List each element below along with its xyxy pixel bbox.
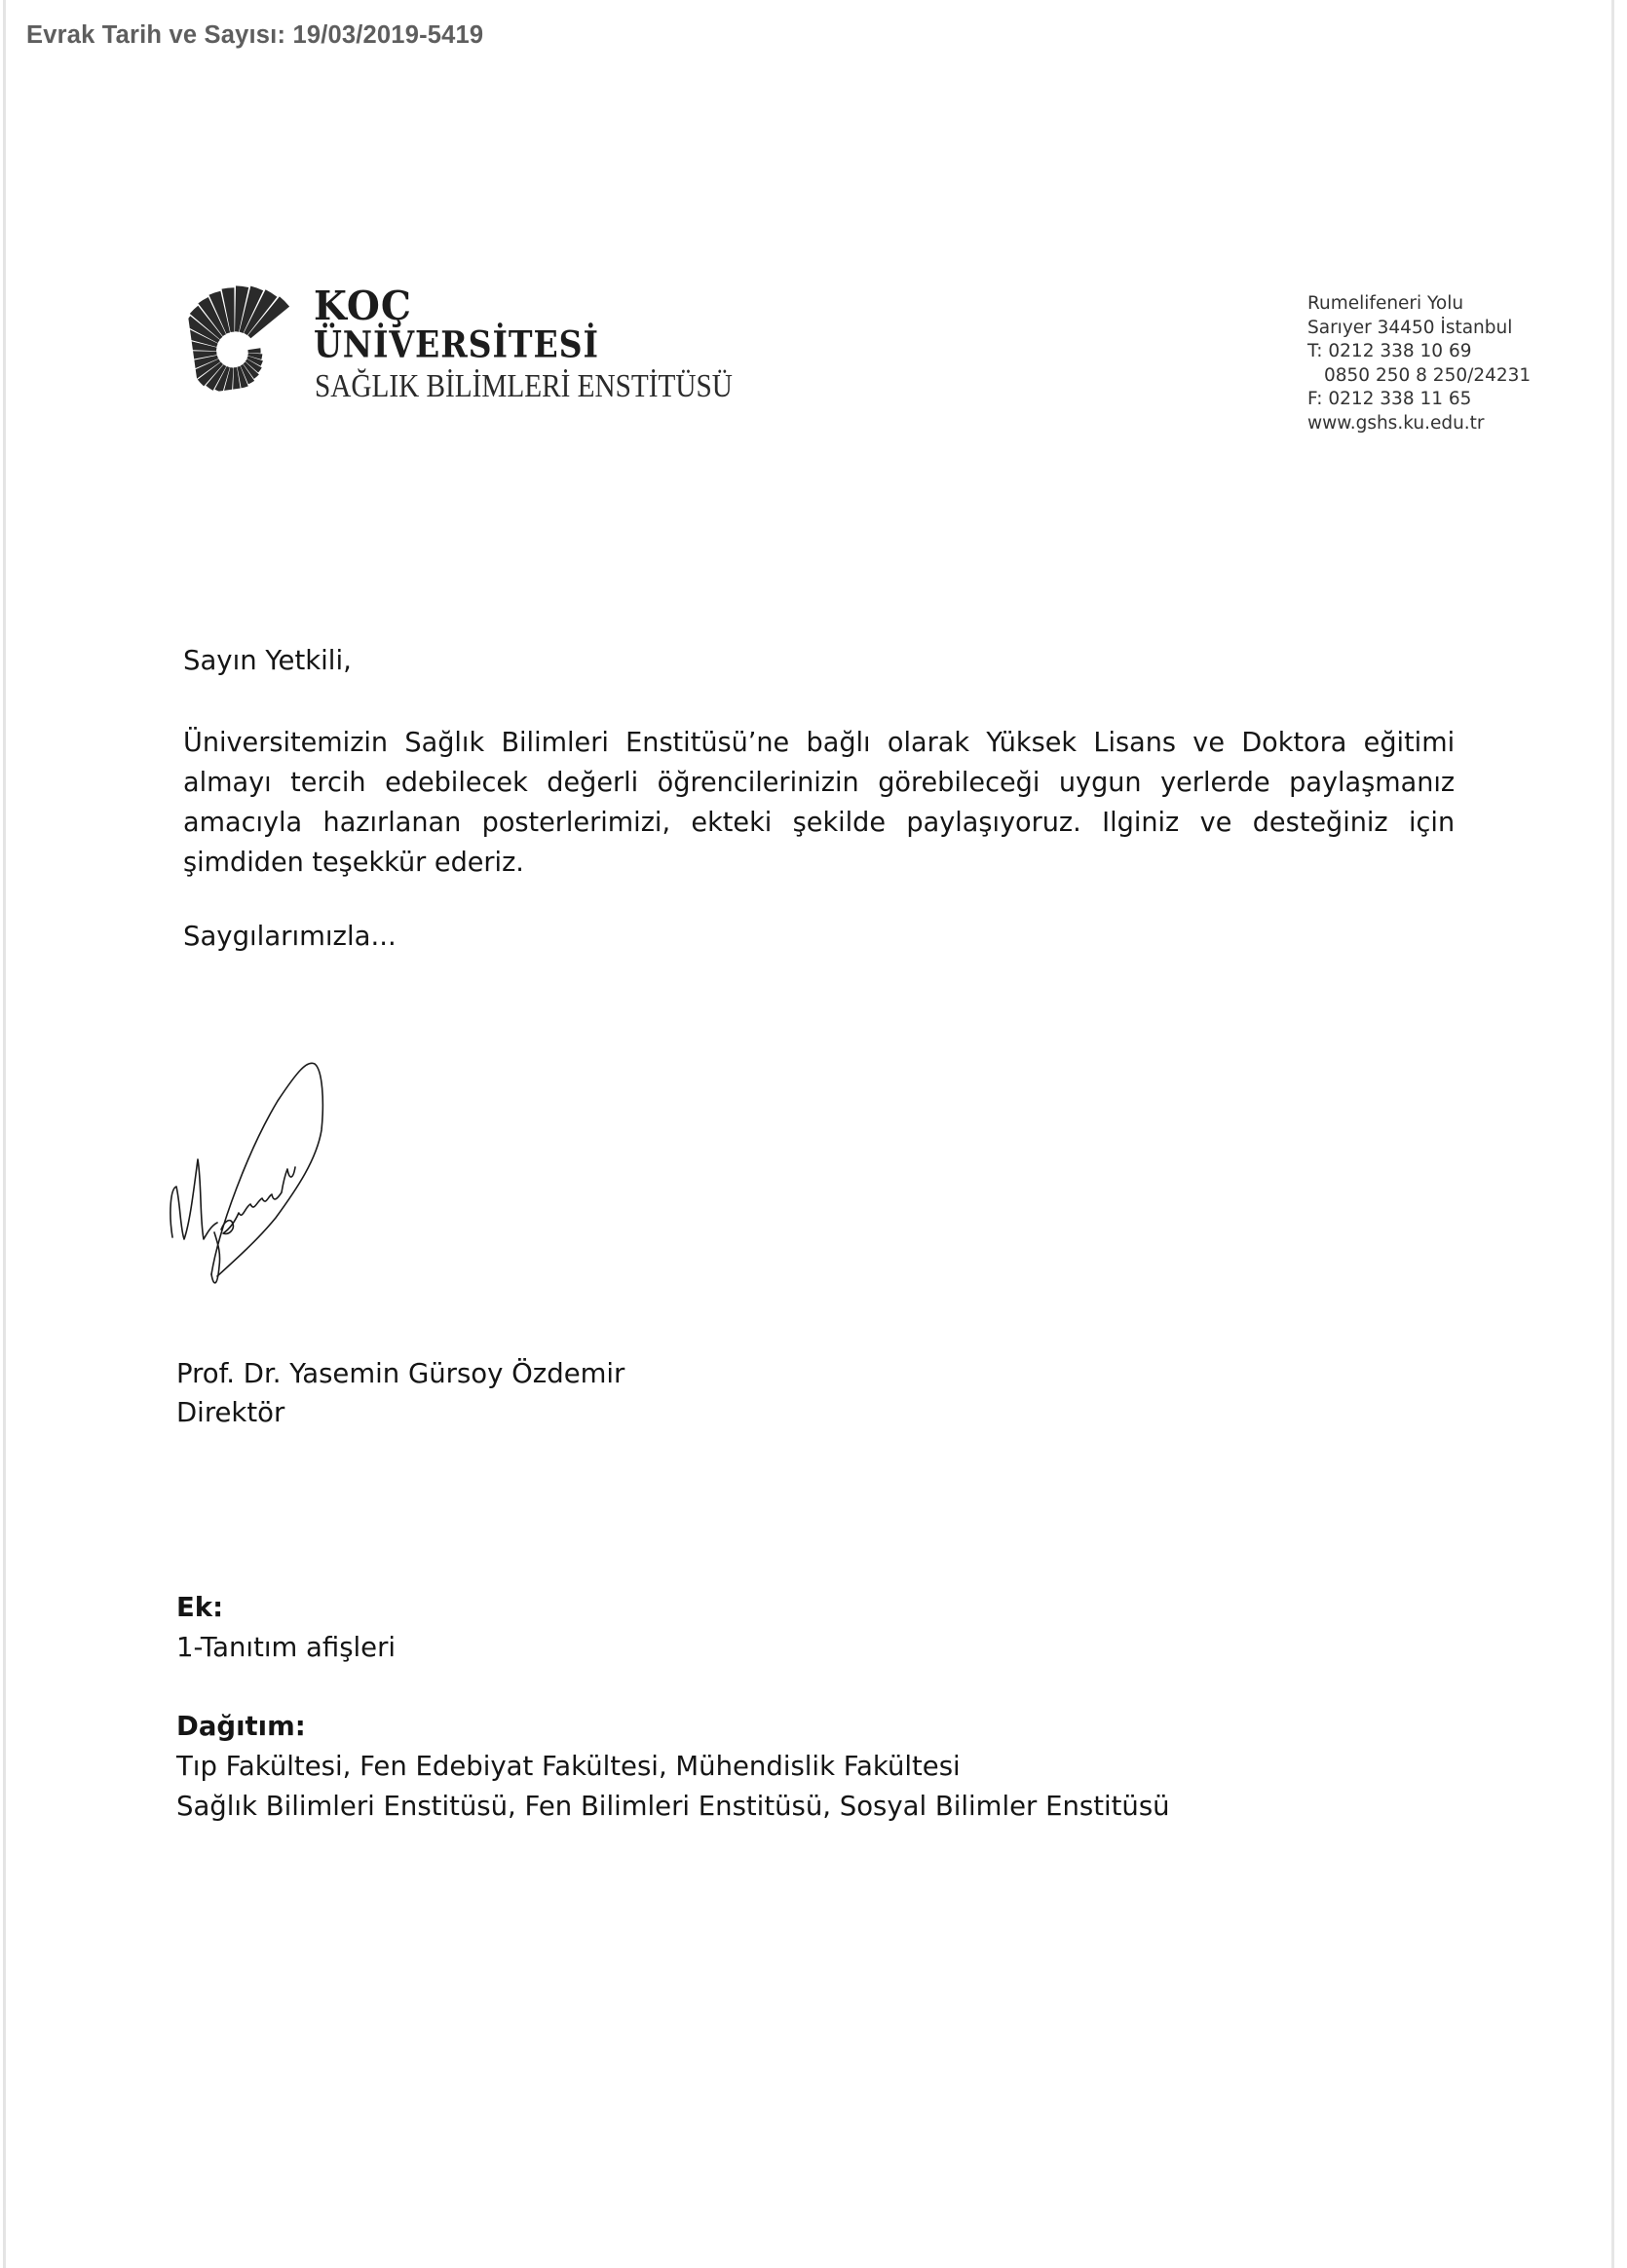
- distribution-line: Tıp Fakültesi, Fen Edebiyat Fakültesi, Mühendislik Fakültesi: [176, 1751, 961, 1782]
- address-phone-2: 0850 250 8 250/24231: [1324, 364, 1532, 386]
- signature-stroke-1: [170, 1159, 217, 1239]
- address-phone: T: 0212 338 10 69: [1307, 341, 1472, 362]
- letter-greeting: Sayın Yetkili,: [183, 645, 352, 676]
- signature-icon: [161, 1013, 385, 1296]
- attachment-item: 1-Tanıtım afişleri: [176, 1632, 397, 1663]
- page-edge-left: [3, 0, 6, 2268]
- university-name-line1: KOÇ: [314, 282, 412, 330]
- signer-name: Prof. Dr. Yasemin Gürsoy Özdemir: [176, 1358, 625, 1389]
- signature-stroke-2: [211, 1063, 322, 1276]
- university-name-line2: ÜNİVERSİTESİ: [314, 323, 599, 367]
- address-fax: F: 0212 338 11 65: [1307, 389, 1472, 410]
- attachments-label: Ek:: [176, 1592, 224, 1623]
- document-date-number-stamp: Evrak Tarih ve Sayısı: 19/03/2019-5419: [26, 21, 484, 49]
- address-city: Sarıyer 34450 İstanbul: [1307, 317, 1513, 338]
- address-street: Rumelifeneri Yolu: [1307, 293, 1464, 314]
- signer-title: Direktör: [176, 1397, 285, 1428]
- distribution-label: Dağıtım:: [176, 1711, 306, 1742]
- koc-university-logo-icon: [184, 270, 324, 394]
- letter-closing: Saygılarımızla...: [183, 921, 397, 952]
- address-block: [1307, 292, 1531, 436]
- institute-name: SAĞLIK BİLİMLERİ ENSTİTÜSÜ: [315, 368, 733, 404]
- distribution-line: Sağlık Bilimleri Enstitüsü, Fen Bilimleri Enstitüsü, Sosyal Bilimler Enstitüsü: [176, 1791, 1170, 1822]
- address-website: www.gshs.ku.edu.tr: [1307, 412, 1485, 434]
- page-edge-right: [1611, 0, 1614, 2268]
- letter-paragraph: Üniversitemizin Sağlık Bilimleri Enstitüsü’ne bağlı olarak Yüksek Lisans ve Doktora eğitimi almayı tercih edebilecek değerli öğrencilerinizin görebileceği uygun yerlerde paylaşmanız amacıyla hazırlanan posterlerimizi, ekteki şekilde paylaşıyoruz. Ilginiz ve desteğiniz için şimdiden teşekkür ederiz.: [183, 727, 1456, 878]
